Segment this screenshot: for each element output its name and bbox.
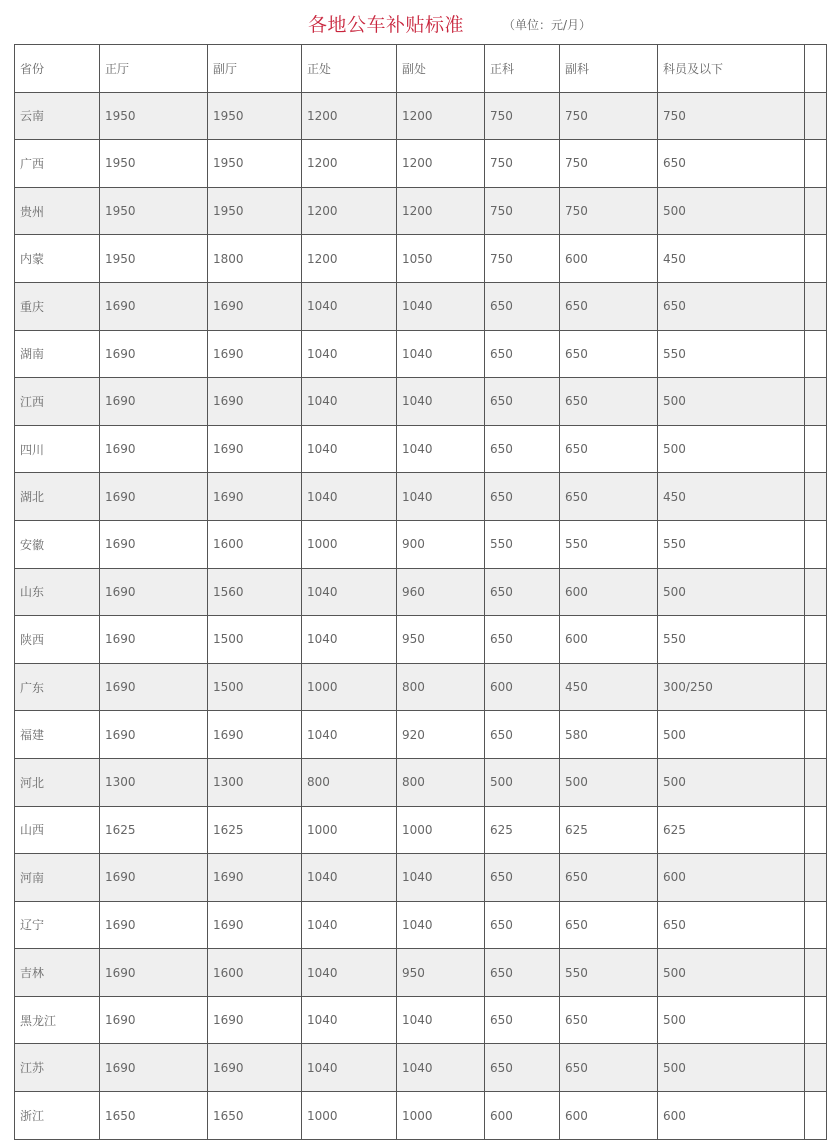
value-cell: 1690 (208, 711, 302, 759)
value-cell: 1690 (100, 949, 208, 997)
header-cell: 正处 (302, 45, 397, 93)
value-cell: 1040 (397, 282, 485, 330)
value-cell: 1690 (208, 282, 302, 330)
value-cell: 1000 (302, 663, 397, 711)
province-cell: 云南 (15, 92, 100, 140)
value-cell: 650 (658, 140, 805, 188)
table-row (15, 806, 827, 854)
value-cell: 600 (560, 235, 658, 283)
value-cell: 900 (397, 520, 485, 568)
value-cell: 1690 (100, 616, 208, 664)
value-cell: 600 (560, 568, 658, 616)
value-cell: 1040 (302, 949, 397, 997)
value-cell: 1600 (208, 949, 302, 997)
header-cell: 科员及以下 (658, 45, 805, 93)
empty-cell (805, 568, 827, 616)
empty-cell (805, 616, 827, 664)
empty-cell (805, 806, 827, 854)
value-cell: 1050 (397, 235, 485, 283)
empty-cell (805, 282, 827, 330)
province-cell: 内蒙 (15, 235, 100, 283)
value-cell: 750 (658, 92, 805, 140)
province-cell: 福建 (15, 711, 100, 759)
empty-cell (805, 425, 827, 473)
value-cell: 1000 (302, 520, 397, 568)
value-cell: 1950 (100, 140, 208, 188)
value-cell: 1950 (208, 140, 302, 188)
value-cell: 1690 (208, 473, 302, 521)
value-cell: 1040 (397, 1044, 485, 1092)
value-cell: 600 (658, 854, 805, 902)
value-cell: 1690 (100, 330, 208, 378)
empty-cell (805, 949, 827, 997)
unit-note: （单位：元/月） (503, 18, 592, 32)
value-cell: 950 (397, 616, 485, 664)
value-cell: 1690 (100, 282, 208, 330)
value-cell: 1690 (208, 330, 302, 378)
empty-cell (805, 1092, 827, 1140)
value-cell: 600 (485, 1092, 560, 1140)
value-cell: 550 (560, 520, 658, 568)
table-row (15, 901, 827, 949)
value-cell: 750 (560, 140, 658, 188)
table-body (15, 45, 827, 1140)
value-cell: 1690 (208, 1044, 302, 1092)
value-cell: 650 (485, 996, 560, 1044)
value-cell: 1000 (302, 806, 397, 854)
value-cell: 750 (560, 92, 658, 140)
value-cell: 1040 (302, 473, 397, 521)
value-cell: 1040 (302, 330, 397, 378)
empty-cell (805, 187, 827, 235)
value-cell: 1690 (208, 854, 302, 902)
table-row (15, 140, 827, 188)
header-cell: 副厅 (208, 45, 302, 93)
value-cell: 500 (658, 425, 805, 473)
value-cell: 450 (560, 663, 658, 711)
table-row (15, 520, 827, 568)
value-cell: 1040 (302, 616, 397, 664)
table-row (15, 568, 827, 616)
province-cell: 河南 (15, 854, 100, 902)
value-cell: 1500 (208, 663, 302, 711)
value-cell: 650 (560, 378, 658, 426)
value-cell: 650 (485, 473, 560, 521)
table-row (15, 949, 827, 997)
value-cell: 1560 (208, 568, 302, 616)
value-cell: 450 (658, 235, 805, 283)
value-cell: 625 (658, 806, 805, 854)
table-row (15, 282, 827, 330)
value-cell: 1040 (302, 378, 397, 426)
value-cell: 960 (397, 568, 485, 616)
value-cell: 950 (397, 949, 485, 997)
value-cell: 1690 (100, 901, 208, 949)
table-row (15, 473, 827, 521)
table-row (15, 663, 827, 711)
value-cell: 1690 (100, 854, 208, 902)
value-cell: 500 (658, 568, 805, 616)
province-cell: 湖北 (15, 473, 100, 521)
value-cell: 550 (485, 520, 560, 568)
table-row (15, 187, 827, 235)
value-cell: 600 (485, 663, 560, 711)
value-cell: 650 (560, 282, 658, 330)
value-cell: 580 (560, 711, 658, 759)
value-cell: 550 (560, 949, 658, 997)
value-cell: 650 (658, 282, 805, 330)
value-cell: 800 (302, 758, 397, 806)
table-row (15, 854, 827, 902)
value-cell: 1690 (208, 425, 302, 473)
value-cell: 600 (560, 616, 658, 664)
value-cell: 1950 (208, 92, 302, 140)
value-cell: 1040 (302, 996, 397, 1044)
value-cell: 1200 (397, 140, 485, 188)
value-cell: 500 (658, 1044, 805, 1092)
header-cell: 正厅 (100, 45, 208, 93)
empty-cell (805, 663, 827, 711)
empty-cell (805, 1044, 827, 1092)
value-cell: 1690 (100, 711, 208, 759)
value-cell: 550 (658, 330, 805, 378)
value-cell: 650 (485, 568, 560, 616)
value-cell: 1690 (100, 473, 208, 521)
value-cell: 1690 (100, 378, 208, 426)
table-row (15, 711, 827, 759)
province-cell: 广西 (15, 140, 100, 188)
empty-cell (805, 378, 827, 426)
value-cell: 650 (485, 330, 560, 378)
province-cell: 江苏 (15, 1044, 100, 1092)
value-cell: 650 (560, 854, 658, 902)
province-cell: 吉林 (15, 949, 100, 997)
value-cell: 1200 (302, 92, 397, 140)
value-cell: 1040 (302, 1044, 397, 1092)
table-row (15, 1092, 827, 1140)
empty-cell (805, 854, 827, 902)
value-cell: 1600 (208, 520, 302, 568)
empty-cell (805, 996, 827, 1044)
value-cell: 300/250 (658, 663, 805, 711)
province-cell: 江西 (15, 378, 100, 426)
value-cell: 500 (485, 758, 560, 806)
province-cell: 山东 (15, 568, 100, 616)
value-cell: 1040 (397, 425, 485, 473)
value-cell: 650 (485, 854, 560, 902)
value-cell: 1040 (302, 854, 397, 902)
empty-cell (805, 330, 827, 378)
table-row (15, 1044, 827, 1092)
header-cell: 省份 (15, 45, 100, 93)
value-cell: 650 (560, 330, 658, 378)
value-cell: 1040 (302, 282, 397, 330)
table-row (15, 996, 827, 1044)
value-cell: 1040 (397, 854, 485, 902)
value-cell: 650 (560, 473, 658, 521)
value-cell: 750 (485, 235, 560, 283)
province-cell: 浙江 (15, 1092, 100, 1140)
value-cell: 1690 (100, 568, 208, 616)
table-row (15, 378, 827, 426)
value-cell: 650 (485, 616, 560, 664)
value-cell: 1690 (100, 996, 208, 1044)
value-cell: 500 (658, 949, 805, 997)
value-cell: 650 (560, 901, 658, 949)
value-cell: 1800 (208, 235, 302, 283)
value-cell: 550 (658, 616, 805, 664)
value-cell: 600 (658, 1092, 805, 1140)
header-cell: 正科 (485, 45, 560, 93)
value-cell: 1950 (100, 92, 208, 140)
value-cell: 1950 (100, 235, 208, 283)
value-cell: 650 (485, 711, 560, 759)
value-cell: 650 (485, 282, 560, 330)
table-row (15, 425, 827, 473)
value-cell: 800 (397, 663, 485, 711)
header-cell: 副处 (397, 45, 485, 93)
value-cell: 1300 (208, 758, 302, 806)
value-cell: 1040 (302, 568, 397, 616)
value-cell: 650 (560, 425, 658, 473)
value-cell: 1625 (100, 806, 208, 854)
value-cell: 1040 (397, 378, 485, 426)
value-cell: 1040 (302, 425, 397, 473)
value-cell: 1650 (100, 1092, 208, 1140)
value-cell: 625 (560, 806, 658, 854)
table-row (15, 330, 827, 378)
value-cell: 500 (560, 758, 658, 806)
value-cell: 1040 (397, 330, 485, 378)
province-cell: 辽宁 (15, 901, 100, 949)
province-cell: 四川 (15, 425, 100, 473)
empty-cell (805, 45, 827, 93)
province-cell: 贵州 (15, 187, 100, 235)
value-cell: 1625 (208, 806, 302, 854)
province-cell: 黑龙江 (15, 996, 100, 1044)
value-cell: 650 (560, 1044, 658, 1092)
province-cell: 山西 (15, 806, 100, 854)
value-cell: 650 (485, 949, 560, 997)
value-cell: 1500 (208, 616, 302, 664)
value-cell: 600 (560, 1092, 658, 1140)
value-cell: 650 (485, 378, 560, 426)
value-cell: 750 (560, 187, 658, 235)
empty-cell (805, 901, 827, 949)
value-cell: 1200 (302, 187, 397, 235)
value-cell: 1040 (302, 711, 397, 759)
value-cell: 1000 (397, 806, 485, 854)
empty-cell (805, 92, 827, 140)
value-cell: 1690 (208, 996, 302, 1044)
table-row (15, 758, 827, 806)
value-cell: 1200 (302, 235, 397, 283)
value-cell: 750 (485, 187, 560, 235)
empty-cell (805, 473, 827, 521)
province-cell: 重庆 (15, 282, 100, 330)
value-cell: 1690 (100, 1044, 208, 1092)
value-cell: 500 (658, 758, 805, 806)
table-row (15, 616, 827, 664)
value-cell: 1040 (397, 473, 485, 521)
value-cell: 650 (485, 1044, 560, 1092)
value-cell: 1000 (302, 1092, 397, 1140)
province-cell: 安徽 (15, 520, 100, 568)
value-cell: 650 (560, 996, 658, 1044)
value-cell: 500 (658, 187, 805, 235)
page-title: 各地公车补贴标准 (308, 14, 465, 36)
table-row (15, 92, 827, 140)
subsidy-table (14, 44, 827, 1140)
title-row (0, 10, 840, 38)
value-cell: 1690 (100, 663, 208, 711)
value-cell: 750 (485, 92, 560, 140)
value-cell: 1300 (100, 758, 208, 806)
value-cell: 550 (658, 520, 805, 568)
empty-cell (805, 140, 827, 188)
value-cell: 750 (485, 140, 560, 188)
table-row (15, 235, 827, 283)
value-cell: 625 (485, 806, 560, 854)
value-cell: 1690 (100, 520, 208, 568)
empty-cell (805, 758, 827, 806)
header-row (15, 45, 827, 93)
value-cell: 1950 (100, 187, 208, 235)
province-cell: 河北 (15, 758, 100, 806)
value-cell: 650 (485, 901, 560, 949)
value-cell: 1690 (208, 378, 302, 426)
empty-cell (805, 235, 827, 283)
value-cell: 1200 (397, 187, 485, 235)
value-cell: 500 (658, 996, 805, 1044)
value-cell: 1040 (397, 901, 485, 949)
value-cell: 650 (658, 901, 805, 949)
value-cell: 1690 (100, 425, 208, 473)
value-cell: 1000 (397, 1092, 485, 1140)
value-cell: 1950 (208, 187, 302, 235)
value-cell: 920 (397, 711, 485, 759)
province-cell: 陕西 (15, 616, 100, 664)
value-cell: 1650 (208, 1092, 302, 1140)
value-cell: 500 (658, 378, 805, 426)
province-cell: 湖南 (15, 330, 100, 378)
value-cell: 1200 (397, 92, 485, 140)
empty-cell (805, 520, 827, 568)
value-cell: 800 (397, 758, 485, 806)
value-cell: 1690 (208, 901, 302, 949)
empty-cell (805, 711, 827, 759)
value-cell: 500 (658, 711, 805, 759)
value-cell: 1040 (302, 901, 397, 949)
value-cell: 650 (485, 425, 560, 473)
header-cell: 副科 (560, 45, 658, 93)
value-cell: 1200 (302, 140, 397, 188)
province-cell: 广东 (15, 663, 100, 711)
value-cell: 450 (658, 473, 805, 521)
value-cell: 1040 (397, 996, 485, 1044)
